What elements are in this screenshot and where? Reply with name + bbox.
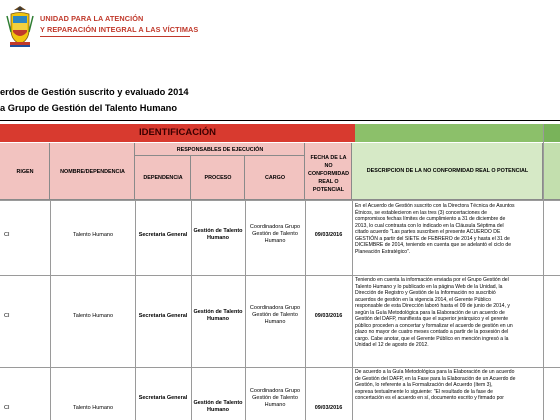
desc-line: Teniendo en cuenta la información enviada por el Grupo Gestión del [355, 277, 509, 283]
cell-nombre[interactable]: Talento Humano [72, 405, 114, 411]
desc-line: público proceden a concertar y formalizar el acuerdo de gestión en un [355, 322, 513, 329]
section-green[interactable] [355, 124, 560, 142]
cell-descripcion[interactable] [355, 203, 543, 255]
cell-origen[interactable]: CI [4, 313, 10, 319]
section-identificacion-label: IDENTIFICACIÓN [138, 127, 217, 138]
desc-line: Gestión, lo referente a la Formalización del Acuerdo (ítem 3), [355, 382, 493, 388]
cell-descripcion[interactable] [355, 369, 543, 402]
cell-dependencia[interactable]: Secretaria General [138, 395, 188, 401]
desc-line: En el Acuerdo de Gestión suscrito con la Directora Técnica de Asuntos [355, 203, 515, 209]
col-header-dependencia[interactable] [135, 156, 191, 200]
col-header-responsables-label: RESPONSABLES DE EJECUCIÓN [176, 147, 264, 153]
row-divider [0, 200, 560, 201]
col-divider [135, 200, 136, 420]
desc-line: acuerdos de gestión en la vigencia 2014, el Gerente Público [355, 296, 491, 303]
org-name-line2: Y REPARACIÓN INTEGRAL A LAS VÍCTIMAS [40, 25, 199, 34]
desc-line: Gestión del DAFP, manifiesta que el superior jerárquico y el gerente [355, 316, 509, 322]
desc-line: Unidad el 12 de agosto de 2012. [355, 342, 429, 348]
coat-of-arms-logo [4, 4, 36, 48]
col-header-fecha-label: FECHA DE LA NO CONFORMIDAD REAL O POTENCIAL [308, 155, 350, 193]
cell-origen[interactable]: CI [4, 232, 10, 238]
cell-dependencia[interactable]: Secretaria General [138, 313, 188, 319]
desc-line: Planeación Estratégico". [355, 248, 411, 255]
cell-fecha[interactable]: 09/03/2016 [314, 313, 343, 319]
col-header-nombre[interactable] [50, 143, 135, 200]
cell-fecha[interactable]: 09/03/2016 [314, 405, 343, 411]
row-divider [0, 367, 560, 368]
desc-line: Étnicos, se establecieron en las tres (3) concertaciones de [355, 209, 487, 216]
desc-line: según la Guía Metodológica para la Elaboración de un acuerdo de [355, 309, 505, 316]
desc-line: plazo no mayor de cuatro meses contado a partir de la posesión del [355, 329, 509, 335]
col-header-origen[interactable] [0, 143, 50, 200]
col-header-proceso-label: PROCESO [204, 175, 232, 181]
cell-nombre[interactable]: Talento Humano [72, 232, 114, 238]
col-header-fecha[interactable] [305, 143, 352, 200]
cell-cargo[interactable]: Coordinadora Grupo Gestión de Talento Humano [249, 305, 301, 325]
cell-proceso[interactable]: Gestión de Talento Humano [193, 400, 243, 413]
col-header-nombre-label: NOMBRE/DEPENDENCIA [60, 169, 125, 175]
desc-line: 2013, lo cual contrasta con lo indicado en la Cláusula Séptima del [355, 222, 504, 229]
col-header-descripcion[interactable] [352, 143, 543, 200]
desc-line: expresa textualmente lo siguiente: "El resultado de la fase de [355, 388, 494, 395]
cell-nombre[interactable]: Talento Humano [72, 313, 114, 319]
col-header-responsables[interactable] [135, 143, 305, 156]
cell-proceso[interactable]: Gestión de Talento Humano [193, 309, 243, 322]
desc-line: GESTIÓN a partir del SIETE de FEBRERO de 2014 y hasta el 31 de [355, 235, 510, 242]
sheet-subtitle: a Grupo de Gestión del Talento Humano [0, 103, 177, 113]
col-header-dependencia-label: DEPENDENCIA [143, 175, 183, 181]
cell-cargo[interactable]: Coordinadora Grupo Gestión de Talento Humano [249, 388, 301, 408]
cell-dependencia[interactable]: Secretaria General [138, 232, 188, 238]
desc-line: de Gestión del DAFP, en la Fase para la Elaboración de un Acuerdo de [355, 375, 516, 382]
row-divider [0, 275, 560, 276]
desc-line: Dirección de Registro y Gestión de la Información no suscribió [355, 290, 496, 296]
desc-line: concertación es el acuerdo en sí, documento escrito y firmado por [355, 395, 504, 401]
sheet-title: erdos de Gestión suscrito y evaluado 2014 [0, 87, 189, 97]
cell-cargo[interactable]: Coordinadora Grupo Gestión de Talento Humano [249, 224, 301, 244]
cell-origen[interactable]: CI [4, 405, 10, 411]
col-divider [50, 200, 51, 420]
cell-descripcion[interactable] [355, 277, 543, 349]
col-header-cargo[interactable] [245, 156, 305, 200]
desc-line: citado acuerdo "Las partes suscriben el presente ACUERDO DE [355, 229, 501, 235]
col-header-extra[interactable] [543, 143, 560, 200]
desc-line: compromisos fechas límites de cumplimiento a 31 de diciembre de [355, 216, 506, 222]
col-header-origen-label: RIGEN [16, 169, 34, 175]
header-rule [40, 36, 190, 37]
desc-line: cargo. Cabe anotar, que el Gerente Público en mención ingresó a la [355, 335, 509, 342]
divider [0, 120, 560, 121]
col-header-proceso[interactable] [191, 156, 245, 200]
desc-line: De acuerdo a la Guía Metodológica para la Elaboración de un acuerdo [355, 369, 515, 375]
org-name-line1: UNIDAD PARA LA ATENCIÓN [40, 14, 144, 23]
desc-line: responsable de esta Dirección laboró hasta el 09 de junio de 2014, y [355, 303, 510, 309]
col-divider [245, 200, 246, 420]
cell-proceso[interactable]: Gestión de Talento Humano [193, 228, 243, 241]
desc-line: Talento Humano y lo publicado en la página Web de la Unidad, la [355, 283, 503, 290]
desc-line: DICIEMBRE de 2014, teniendo en cuenta que se adelantó el ciclo de [355, 242, 512, 248]
col-header-cargo-label: CARGO [264, 175, 286, 181]
col-divider [543, 124, 544, 420]
col-divider [352, 200, 353, 420]
section-identificacion[interactable] [0, 124, 356, 142]
cell-fecha[interactable]: 09/03/2016 [314, 232, 343, 238]
col-header-descripcion-label: DESCRIPCION DE LA NO CONFORMIDAD REAL O POTENCIAL [366, 168, 529, 174]
section-green-extra[interactable] [543, 124, 560, 142]
col-divider [191, 200, 192, 420]
